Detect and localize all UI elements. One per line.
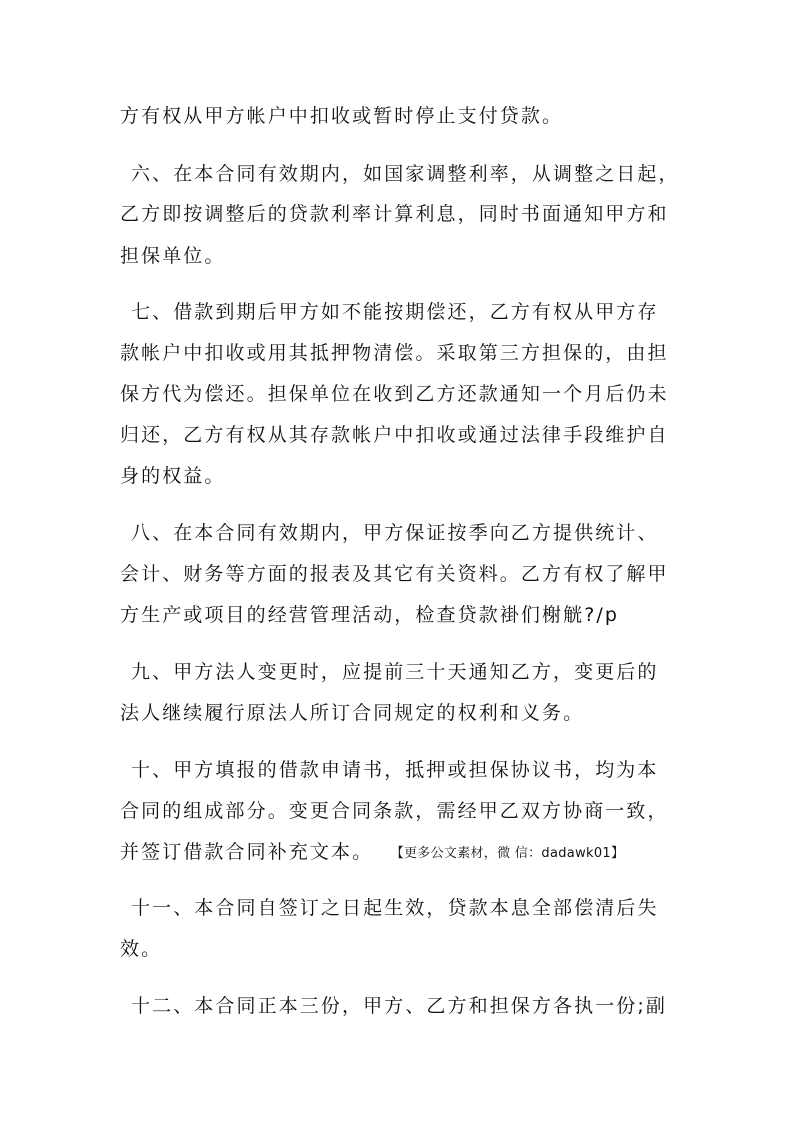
text-line: 八、在本合同有效期内，甲方保证按季向乙方提供统计、 xyxy=(131,522,659,544)
text-line: 归还，乙方有权从其存款帐户中扣收或通过法律手段维护自 xyxy=(120,424,669,446)
text-line: 十、甲方填报的借款申请书，抵押或担保协议书，均为本 xyxy=(131,759,659,781)
text-line: 方有权从甲方帐户中扣收或暂时停止支付贷款。 xyxy=(120,105,564,127)
text-line: 款帐户中扣收或用其抵押物清偿。采取第三方担保的，由担 xyxy=(120,342,669,364)
text-segment: 并签订借款合同补充文本。 xyxy=(120,841,374,863)
text-line: 十二、本合同正本三份，甲方、乙方和担保方各执一份;副 xyxy=(131,995,668,1017)
text-line: 保方代为偿还。担保单位在收到乙方还款通知一个月后仍未 xyxy=(120,383,669,405)
text-line: 七、借款到期后甲方如不能按期偿还，乙方有权从甲方存 xyxy=(131,301,659,323)
text-line: 乙方即按调整后的贷款利率计算利息，同时书面通知甲方和 xyxy=(120,203,669,225)
text-line: 方生产或项目的经营管理活动，检查贷款褂们榭觥?/p xyxy=(120,604,620,626)
text-line: 法人继续履行原法人所订合同规定的权利和义务。 xyxy=(120,702,585,724)
text-line: 身的权益。 xyxy=(120,465,226,487)
text-line: 九、甲方法人变更时，应提前三十天通知乙方，变更后的 xyxy=(131,661,659,683)
text-line xyxy=(120,840,680,866)
text-line: 合同的组成部分。变更合同条款，需经甲乙双方协商一致， xyxy=(120,800,669,822)
text-line: 效。 xyxy=(120,938,163,960)
text-line: 六、在本合同有效期内，如国家调整利率，从调整之日起， xyxy=(131,163,680,185)
promo-note: 【更多公文素材，微 信：dadawk01】 xyxy=(397,846,625,861)
text-line: 会计、财务等方面的报表及其它有关资料。乙方有权了解甲 xyxy=(120,563,669,585)
text-line: 十一、本合同自签订之日起生效，贷款本息全部偿清后失 xyxy=(131,897,659,919)
text-line: 担保单位。 xyxy=(120,245,226,267)
